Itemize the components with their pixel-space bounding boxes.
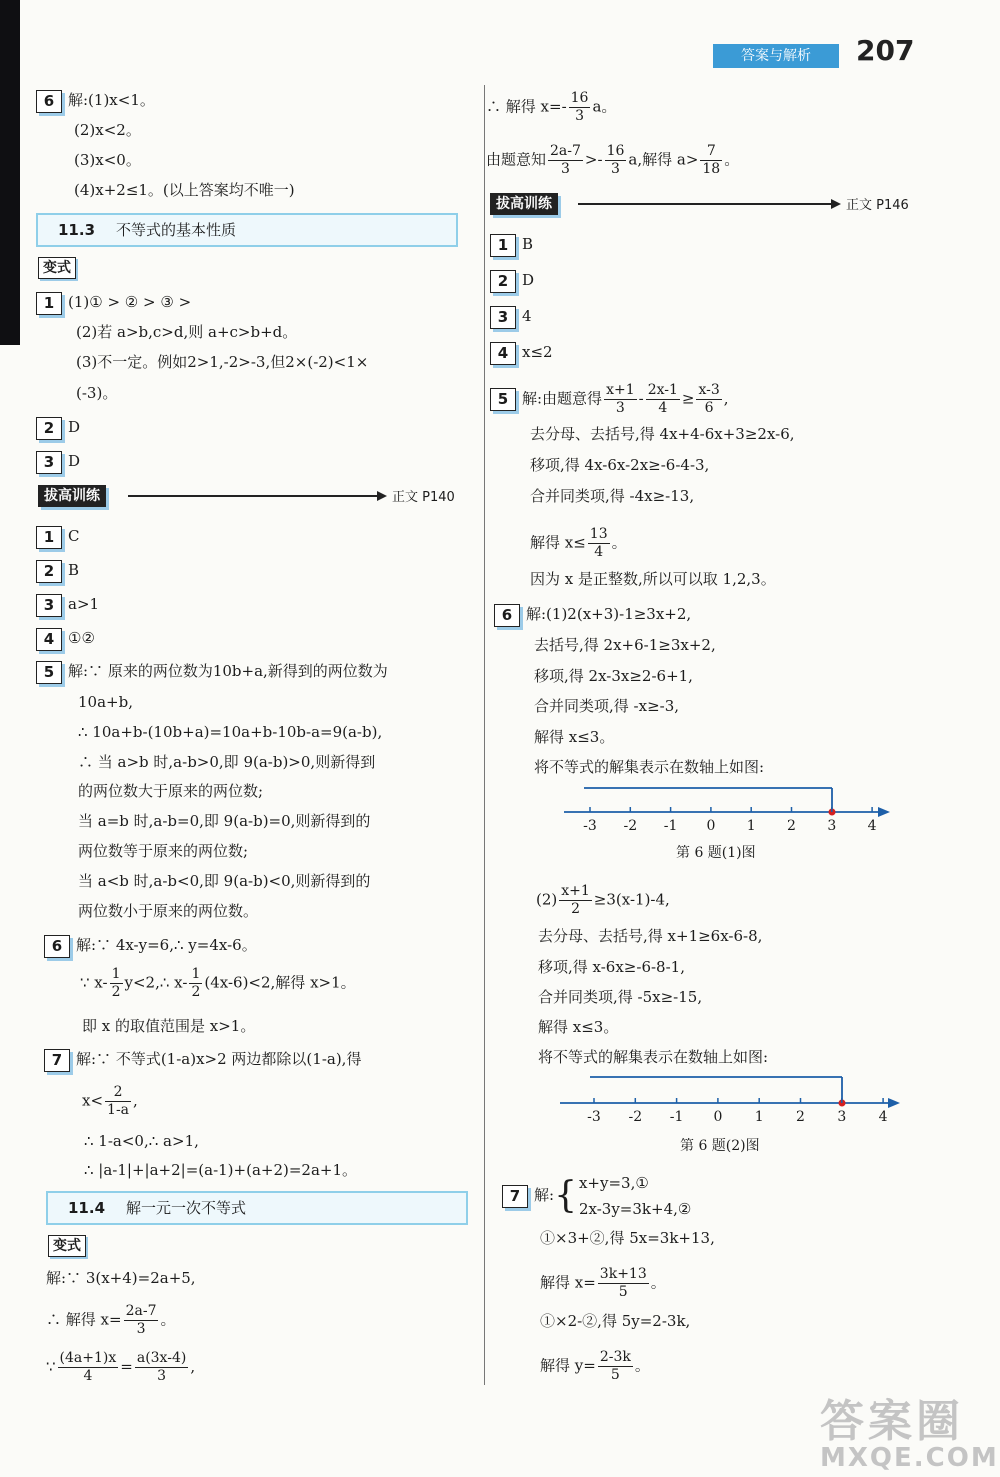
t5-line3: ∴ 10a+b-(10b+a)=10a+b-10b-a=9(a-b), xyxy=(78,723,383,741)
book-spine xyxy=(0,0,20,345)
s6-line3: 移项,得 2x-3x≥2-6+1, xyxy=(534,667,693,685)
arrow-right-icon xyxy=(831,199,841,209)
s6-part2: (2) $\frac{x+1}{2}$ ≥3(x-1)-4, xyxy=(536,883,670,917)
tick-label: -1 xyxy=(663,818,678,834)
t7-line4: ∴ |a-1|+|a+2|=(a-1)+(a+2)=2a+1。 xyxy=(84,1161,358,1179)
s7-line4: ①×2-②,得 5y=2-3k, xyxy=(540,1312,691,1330)
b3-answer: 3 D xyxy=(36,449,80,474)
tick-label: 2 xyxy=(796,1109,805,1125)
tick-label: -2 xyxy=(623,818,638,834)
b1-line3: (3)不一定。例如2>1,-2>-3,但2×(-2)<1× xyxy=(76,353,369,371)
s5-line2: 去分母、去括号,得 4x+4-6x+3≥2x-6, xyxy=(530,425,795,443)
s6-line2: 去括号,得 2x+6-1≥3x+2, xyxy=(534,636,716,654)
advanced-training-tag: 拔高训练 xyxy=(38,485,106,507)
s7-system: 7 解:{ x+y=3,① 2x-3y=3k+4,② xyxy=(502,1170,691,1222)
fraction: $\frac{16}{3}$ xyxy=(606,143,625,177)
s6-line10: 解得 x≤3。 xyxy=(538,1018,619,1036)
t5-line4: ∴ 当 a>b 时,a-b>0,即 9(a-b)>0,则新得到 xyxy=(78,753,376,771)
t5-line6: 当 a=b 时,a-b=0,即 9(a-b)=0,则新得到的 xyxy=(78,812,371,830)
t5-line8: 当 a<b 时,a-b<0,即 9(a-b)<0,则新得到的 xyxy=(78,872,371,890)
fraction: $\frac{3k+13}{5}$ xyxy=(599,1266,647,1300)
v-line3: ∵ $\frac{(4a+1)x}{4}$ = $\frac{a(3x-4)}{3}$ , xyxy=(46,1350,196,1384)
page-reference: 正文 P140 xyxy=(392,490,455,505)
t7-line3: ∴ 1-a<0,∴ a>1, xyxy=(84,1132,199,1150)
column-divider xyxy=(484,85,485,1385)
q6-line2: (2)x<2。 xyxy=(74,121,141,139)
t5-line5: 的两位数大于原来的两位数; xyxy=(78,782,264,800)
tick-label: 0 xyxy=(713,1109,723,1125)
s3-answer: 3 4 xyxy=(490,304,532,329)
axis-arrow-icon xyxy=(878,807,890,817)
s6-line4: 合并同类项,得 -x≥-3, xyxy=(534,697,680,715)
b1-line4: (-3)。 xyxy=(76,384,118,402)
axis-arrow-icon xyxy=(888,1098,900,1108)
fraction: $\frac{2x-1}{4}$ xyxy=(647,382,678,416)
fraction: $\frac{2-3k}{5}$ xyxy=(599,1349,631,1383)
question-number: 6 xyxy=(36,90,62,113)
t4-answer: 4 ①② xyxy=(36,626,95,651)
t1-answer: 1 C xyxy=(36,524,79,549)
r-line1: ∴ 解得 x=- $\frac{16}{3}$ a。 xyxy=(486,90,617,124)
b1-line1: 1 (1)① > ② > ③ > xyxy=(36,290,191,315)
b2-answer: 2 D xyxy=(36,415,80,440)
section-label: 答案与解析 xyxy=(713,44,839,68)
section-heading-11-4: 11.4 解一元一次不等式 xyxy=(46,1191,468,1225)
arrow-line xyxy=(578,203,832,205)
tick-label: -3 xyxy=(583,818,597,834)
number-line-2 xyxy=(556,1071,906,1127)
t7-line1: 7 解:∵ 不等式(1-a)x>2 两边都除以(1-a),得 xyxy=(44,1047,361,1072)
t5-line1: 5 解:∵ 原来的两位数为10b+a,新得到的两位数为 xyxy=(36,659,388,684)
t7-line2: x< $\frac{2}{1-a}$ , xyxy=(82,1084,138,1118)
s6-line1: 6 解:(1)2(x+3)-1≥3x+2, xyxy=(494,602,691,627)
s6-line6: 将不等式的解集表示在数轴上如图: xyxy=(534,758,765,776)
fraction: $\frac{x+1}{3}$ xyxy=(606,382,635,416)
s5-line6: 因为 x 是正整数,所以可以取 1,2,3。 xyxy=(530,570,776,588)
page-reference: 正文 P146 xyxy=(846,198,909,213)
variant-tag: 变式 xyxy=(48,1235,86,1257)
fraction: $\frac{7}{18}$ xyxy=(702,143,721,177)
r-line2: 由题意知 $\frac{2a-7}{3}$ >- $\frac{16}{3}$ a,解得 a> $\frac{7}{18}$ 。 xyxy=(486,143,740,177)
advanced-training-tag: 拔高训练 xyxy=(490,193,558,215)
number-line-1 xyxy=(560,782,900,836)
s2-answer: 2 D xyxy=(490,268,534,293)
figure-caption: 第 6 题(2)图 xyxy=(680,1138,760,1154)
b1-line2: (2)若 a>b,c>d,则 a+c>b+d。 xyxy=(76,323,298,341)
fraction: $\frac{1}{2}$ xyxy=(191,966,201,1000)
t3-answer: 3 a>1 xyxy=(36,592,99,617)
s5-line5: 解得 x≤ $\frac{13}{4}$ 。 xyxy=(530,526,627,560)
t5-line2: 10a+b, xyxy=(78,693,133,711)
q6-line3: (3)x<0。 xyxy=(74,151,141,169)
fraction: $\frac{x+1}{2}$ xyxy=(561,883,590,917)
q6-line1: 6 解:(1)x<1。 xyxy=(36,88,155,113)
section-heading-11-3: 11.3 不等式的基本性质 xyxy=(36,213,458,247)
tick-label: 0 xyxy=(706,818,716,834)
arrow-line xyxy=(128,495,378,497)
tick-label: -3 xyxy=(587,1109,601,1125)
t6-line2: ∵ x- $\frac{1}{2}$ y<2,∴ x- $\frac{1}{2}$ (4x-6)<2,解得 x>1。 xyxy=(80,966,356,1000)
tick-label: 4 xyxy=(867,818,877,834)
tick-label: 2 xyxy=(787,818,796,834)
fraction: $\frac{2}{1-a}$ xyxy=(107,1084,130,1118)
arrow-right-icon xyxy=(377,491,387,501)
s7-line3: 解得 x= $\frac{3k+13}{5}$ 。 xyxy=(540,1266,666,1300)
tick-label: 1 xyxy=(746,818,756,834)
s5-line4: 合并同类项,得 -4x≥-13, xyxy=(530,487,695,505)
fraction: $\frac{16}{3}$ xyxy=(570,90,589,124)
fraction: $\frac{2a-7}{3}$ xyxy=(125,1303,157,1337)
fraction: $\frac{(4a+1)x}{4}$ xyxy=(59,1350,117,1384)
s7-line2: ①×3+②,得 5x=3k+13, xyxy=(540,1229,715,1247)
s6-line8: 移项,得 x-6x≥-6-8-1, xyxy=(538,958,685,976)
s6-line5: 解得 x≤3。 xyxy=(534,728,615,746)
s6-line9: 合并同类项,得 -5x≥-15, xyxy=(538,988,703,1006)
q6-line4: (4)x+2≤1。(以上答案均不唯一) xyxy=(74,181,295,199)
t2-answer: 2 B xyxy=(36,558,79,583)
page-number: 207 xyxy=(856,34,915,67)
tick-label: -1 xyxy=(669,1109,684,1125)
figure-caption: 第 6 题(1)图 xyxy=(676,845,756,861)
s7-line5: 解得 y= $\frac{2-3k}{5}$ 。 xyxy=(540,1349,650,1383)
fraction: $\frac{1}{2}$ xyxy=(111,966,121,1000)
fraction: $\frac{2a-7}{3}$ xyxy=(550,143,581,177)
watermark-logo: 答案圈 MXQE.COM xyxy=(820,1396,999,1473)
s6-line11: 将不等式的解集表示在数轴上如图: xyxy=(538,1048,769,1066)
s4-answer: 4 x≤2 xyxy=(490,340,553,365)
fraction: $\frac{x-3}{6}$ xyxy=(698,382,720,416)
t6-line3: 即 x 的取值范围是 x>1。 xyxy=(82,1017,256,1035)
s5-line1: 5 解:由题意得 $\frac{x+1}{3}$ - $\frac{2x-1}{4}$ ≥ $\frac{x-3}{6}$ , xyxy=(490,382,729,417)
tick-label: -2 xyxy=(628,1109,643,1125)
t5-line7: 两位数等于原来的两位数; xyxy=(78,842,249,860)
v-line1: 解:∵ 3(x+4)=2a+5, xyxy=(46,1269,196,1287)
tick-label: 3 xyxy=(827,818,837,834)
s5-line3: 移项,得 4x-6x-2x≥-6-4-3, xyxy=(530,456,710,474)
t6-line1: 6 解:∵ 4x-y=6,∴ y=4x-6。 xyxy=(44,933,257,958)
tick-label: 3 xyxy=(837,1109,847,1125)
tick-label: 4 xyxy=(878,1109,888,1125)
tick-label: 1 xyxy=(754,1109,764,1125)
fraction: $\frac{a(3x-4)}{3}$ xyxy=(136,1350,187,1384)
t5-line9: 两位数小于原来的两位数。 xyxy=(78,902,259,920)
brace-icon: { xyxy=(554,1175,577,1216)
v-line2: ∴ 解得 x= $\frac{2a-7}{3}$ 。 xyxy=(46,1303,176,1337)
variant-tag: 变式 xyxy=(38,257,76,279)
s1-answer: 1 B xyxy=(490,232,533,257)
s6-line7: 去分母、去括号,得 x+1≥6x-6-8, xyxy=(538,927,763,945)
fraction: $\frac{13}{4}$ xyxy=(589,526,608,560)
